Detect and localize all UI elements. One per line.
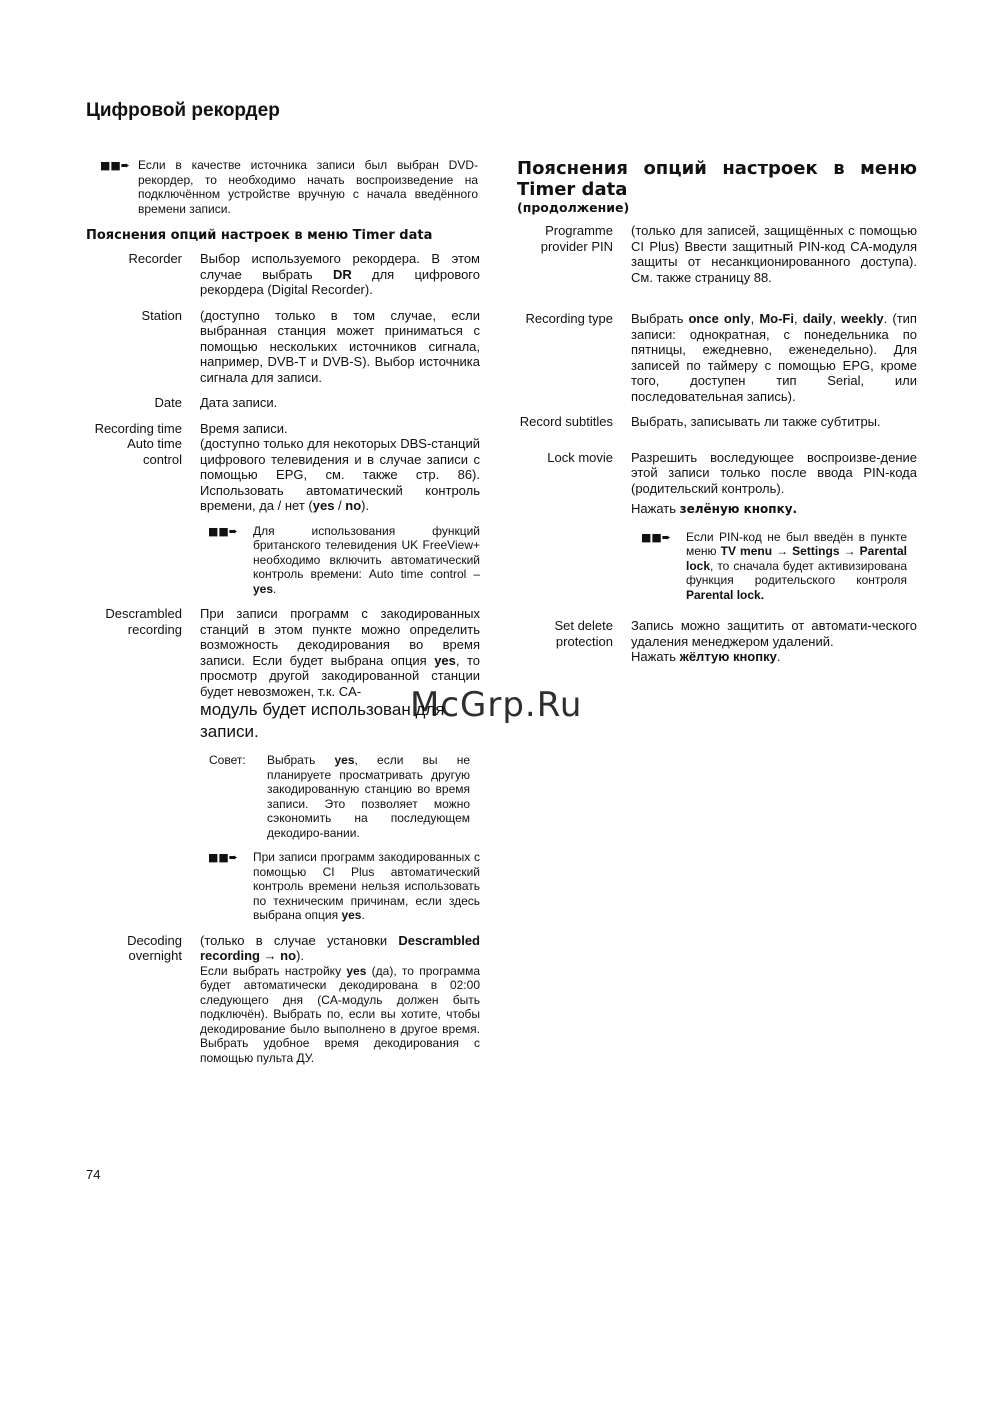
text-bold: yes: [434, 652, 456, 668]
option-label: Record subtitles: [519, 414, 613, 429]
text: . (тип записи: однократная, с понедельника по пятницы, ежедневно, еженедельно). Для записей по таймеру с помощью EPG, кроме того, доступен тип Serial, или последовательная запись).: [631, 311, 917, 404]
text: ,: [750, 311, 760, 326]
tip-label: Совет:: [209, 753, 246, 767]
text-bold: once only: [688, 311, 751, 326]
note-text: [253, 524, 480, 597]
left-column: [86, 158, 480, 1065]
text: ,: [832, 311, 842, 326]
text: ).: [361, 498, 370, 513]
text-bold: daily: [802, 311, 833, 326]
text: Нажать: [631, 649, 680, 664]
page-number: 74: [86, 1167, 101, 1182]
option-record-subtitles: [517, 414, 917, 430]
option-date: [86, 395, 480, 411]
page-title: Цифровой рекордер: [86, 100, 280, 121]
right-subheading: (продолжение): [517, 200, 630, 215]
parental-lock-note: [631, 530, 917, 603]
option-label: Recording type: [525, 311, 613, 326]
text-bold: Descrambled recording → no: [200, 932, 480, 963]
option-description: (только для записей, защищённых с помощью CI Plus) Ввести защитный PIN-код CA-модуля защиты от несанкционированного доступа). См. также страницу 88.: [631, 223, 917, 285]
option-description: [200, 606, 480, 923]
note-text: [253, 850, 480, 923]
text: При записи программ закодированных с помощью CI Plus автоматический контроль времени нельзя использовать по техническим причинам, если здесь выбрана опция: [253, 850, 480, 922]
option-action: [631, 649, 917, 665]
text: Выбор используемого рекордера. В этом случае выбрать: [200, 251, 480, 282]
intro-note: [86, 158, 480, 216]
text-bold: weekly: [841, 311, 884, 326]
option-description: Дата записи.: [200, 395, 278, 410]
note-arrow-icon: ■■➨: [208, 524, 239, 538]
option-programme-provider-pin: [517, 223, 917, 285]
tip-text: [267, 753, 480, 840]
option-text: Разрешить воследующее воспроизве-дение этой записи только после ввода PIN-кода (родительский контроль).: [631, 449, 917, 496]
text: (доступно только для некоторых DBS-станций цифрового телевидения и в случае записи с помощью EPG, см. также стр. 86). Использовать автоматический контроль времени, да / нет (: [200, 436, 480, 513]
text-bold: yes: [341, 908, 362, 922]
text: Выбрать: [631, 311, 689, 326]
text: , то сначала будет активизирована функция родительского контроля: [686, 558, 907, 587]
option-text: [200, 933, 480, 964]
text: Если выбрать настройку: [200, 963, 347, 978]
text-bold: зелёную кнопку.: [679, 502, 798, 516]
text: (да), то программа будет автоматически декодирована в 02:00 следующего дня (CA-модуль должен быть подключён). Выбрать по, если вы хотите, чтобы декодирование было выполнено в другое время. Выбрать удобное время декодирования с помощью пульта ДУ.: [200, 963, 480, 1065]
text: При записи программ с закодированных станций в этом пункте можно определить возможность декодирования во время записи. Если будет выбрана опция: [200, 606, 480, 668]
option-label: Recording time: [94, 420, 182, 436]
text: Нажать: [631, 501, 680, 516]
text: .: [776, 649, 781, 664]
option-decoding-overnight: [86, 933, 480, 1066]
text: , если вы не планируете просматривать другую закодированную станцию во время записи. Это позволяет можно сэкономить на последующем декодиро-вании.: [267, 753, 471, 840]
note-arrow-icon: ■■➨: [208, 851, 239, 864]
text-bold: no: [345, 498, 362, 513]
text-bold: жёлтую кнопку: [679, 649, 777, 664]
option-recorder: [86, 251, 480, 298]
text-bold: Mo-Fi: [759, 311, 794, 326]
option-description: [200, 436, 480, 596]
option-description: [631, 618, 917, 665]
text: Выбрать: [267, 753, 335, 767]
section-heading: Пояснения опций настроек в меню Timer data: [86, 228, 433, 243]
text: ).: [296, 948, 305, 963]
option-label: Recorder: [128, 251, 182, 266]
note-text: [686, 530, 917, 603]
option-description: (доступно только в том случае, если выбранная станция может приниматься с помощью нескольких источников сигнала, например, DVB-T и DVB-S). Выбор источника сигнала для записи.: [200, 307, 480, 385]
option-description: [631, 311, 917, 404]
text: .: [361, 908, 365, 922]
option-label: Programme provider PIN: [540, 223, 613, 254]
text-bold: Parental lock.: [686, 587, 765, 602]
text-bold: TV menu → Settings → Parental lock: [686, 544, 907, 573]
option-label: Auto time control: [127, 436, 182, 467]
option-text: [200, 436, 480, 514]
tip: [200, 753, 480, 840]
text-bold: yes: [346, 963, 367, 978]
option-recording-time: [86, 421, 480, 437]
option-description: Время записи.: [200, 420, 288, 436]
option-description: [200, 933, 480, 1066]
text: Если PIN-код не был введён в пункте меню: [686, 529, 907, 558]
option-set-delete-protection: [517, 618, 917, 665]
option-label: Descrambled recording: [105, 606, 182, 637]
freeview-note: [200, 524, 480, 597]
text: /: [334, 498, 346, 513]
option-station: [86, 308, 480, 386]
text-bold: DR: [332, 266, 352, 282]
text: (только в случае установки: [200, 932, 399, 948]
option-recording-type: [517, 311, 917, 404]
note-arrow-icon: ■■➨: [100, 159, 131, 172]
ci-plus-note: [200, 850, 480, 923]
option-description: Выбрать, записывать ли также субтитры.: [631, 414, 881, 429]
text: ,: [793, 311, 803, 326]
option-text: Запись можно защитить от автомати-ческого удаления менеджером удалений.: [631, 618, 917, 649]
text: Для использования функций британского телевидения UK FreeView+ необходимо включить автоматический контроль времени: Auto time control –: [253, 523, 480, 581]
option-label: Lock movie: [547, 449, 613, 465]
option-label: Decoding overnight: [127, 932, 182, 963]
option-text-large: модуль будет использован для записи.: [200, 700, 445, 741]
note-arrow-icon: ■■➨: [641, 530, 672, 544]
option-lock-movie: [517, 450, 917, 603]
option-label: Set delete protection: [554, 618, 613, 649]
right-column: [517, 158, 917, 665]
option-description: [631, 450, 917, 603]
text-bold: yes: [312, 498, 335, 513]
right-heading: Пояснения опций настроек в меню Timer data: [517, 158, 917, 200]
option-descrambled-recording: [86, 606, 480, 923]
option-label: Date: [154, 395, 182, 410]
option-description: [200, 251, 480, 298]
option-label: Station: [141, 307, 182, 323]
text-bold: yes: [334, 753, 355, 767]
text: .: [273, 581, 277, 596]
text-bold: yes: [253, 581, 274, 596]
text: , то просмотр другой закодированной станции будет невозможен, т.к. CA-: [200, 652, 480, 699]
intro-note-text: Если в качестве источника записи был выбран DVD-рекордер, то необходимо начать воспроизведение на подключённом устройстве вручную с начала введённого времени записи.: [138, 158, 478, 216]
text: для цифрового рекордера (Digital Recorder).: [200, 266, 480, 297]
option-action: [631, 501, 917, 518]
option-auto-time-control: [86, 436, 480, 596]
option-text: [200, 964, 480, 1066]
watermark: McGrp.Ru: [410, 685, 583, 725]
